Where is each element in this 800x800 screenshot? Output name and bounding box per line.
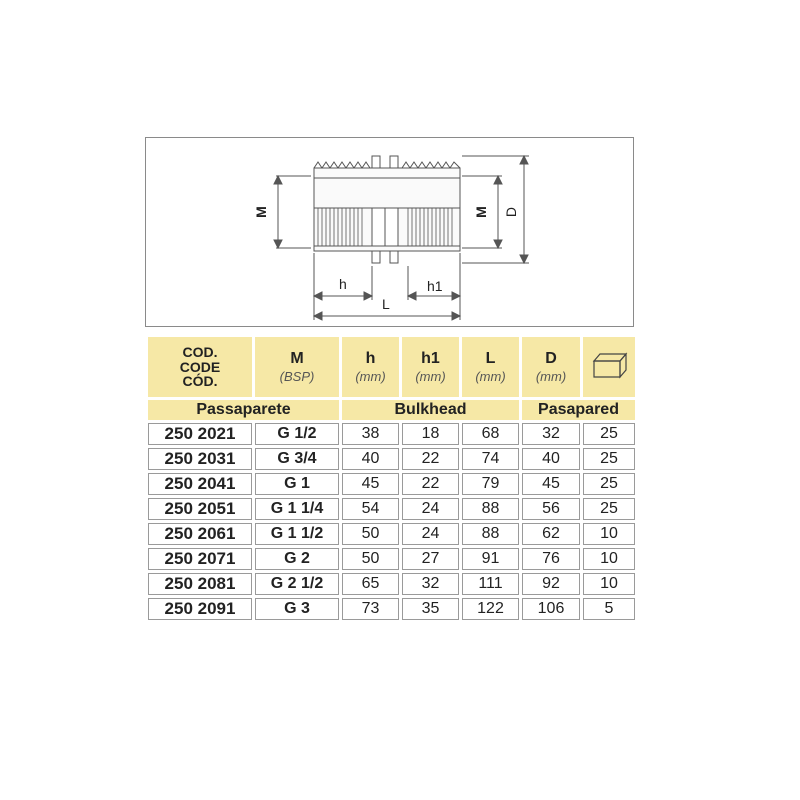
table-row [148, 473, 635, 495]
code-header-line: CÓD. [182, 373, 218, 390]
cell-m: G 1/2 [255, 423, 339, 445]
cell-h: 50 [342, 523, 399, 545]
cell-l: 74 [462, 448, 519, 470]
cell-code: 250 2041 [148, 473, 252, 495]
lang-italian: Passaparete [148, 400, 339, 420]
cell-m: G 1 1/2 [255, 523, 339, 545]
cell-qty: 25 [583, 423, 635, 445]
cell-code: 250 2071 [148, 548, 252, 570]
cell-h1: 18 [402, 423, 459, 445]
cell-code: 250 2031 [148, 448, 252, 470]
cell-code: 250 2091 [148, 598, 252, 620]
l-header-unit: (mm) [475, 368, 506, 384]
cell-l: 91 [462, 548, 519, 570]
cell-l: 122 [462, 598, 519, 620]
cell-d: 45 [522, 473, 580, 495]
cell-m: G 2 1/2 [255, 573, 339, 595]
cell-h: 65 [342, 573, 399, 595]
table-row [148, 423, 635, 445]
technical-drawing [145, 137, 634, 327]
m-right-label: M [473, 206, 489, 218]
table-row [148, 498, 635, 520]
box-icon [590, 350, 628, 380]
cell-qty: 10 [583, 548, 635, 570]
table-row [148, 548, 635, 570]
cell-h1: 22 [402, 448, 459, 470]
cell-l: 88 [462, 523, 519, 545]
cell-h: 38 [342, 423, 399, 445]
cell-m: G 1 [255, 473, 339, 495]
m-left-label: M [253, 206, 269, 218]
d-label: D [503, 206, 519, 218]
cell-h1: 24 [402, 523, 459, 545]
cell-d: 32 [522, 423, 580, 445]
d-header [522, 337, 580, 397]
table-row [148, 573, 635, 595]
table-row [148, 523, 635, 545]
h-header [342, 337, 399, 397]
cell-d: 56 [522, 498, 580, 520]
cell-m: G 1 1/4 [255, 498, 339, 520]
cell-code: 250 2061 [148, 523, 252, 545]
cell-m: G 3/4 [255, 448, 339, 470]
h-header-label: h [365, 349, 376, 367]
fitting-top-profile [314, 156, 460, 168]
spec-table [145, 334, 638, 623]
m-header-unit: (BSP) [279, 368, 315, 384]
cell-h1: 32 [402, 573, 459, 595]
table-row [148, 448, 635, 470]
cell-l: 79 [462, 473, 519, 495]
cell-qty: 5 [583, 598, 635, 620]
cell-h: 45 [342, 473, 399, 495]
code-header [148, 337, 252, 397]
cell-qty: 10 [583, 573, 635, 595]
cell-d: 106 [522, 598, 580, 620]
cell-m: G 3 [255, 598, 339, 620]
cell-h: 73 [342, 598, 399, 620]
language-row [148, 400, 635, 420]
cell-h: 40 [342, 448, 399, 470]
cell-h: 54 [342, 498, 399, 520]
cell-qty: 25 [583, 498, 635, 520]
h1-header [402, 337, 459, 397]
cell-l: 88 [462, 498, 519, 520]
bulkhead-fitting-diagram [146, 138, 635, 328]
cell-l: 68 [462, 423, 519, 445]
lang-spanish: Pasapared [522, 400, 635, 420]
l-label: L [382, 296, 390, 312]
code-header-line: CODE [179, 358, 221, 375]
h-header-unit: (mm) [355, 368, 386, 384]
cell-m: G 2 [255, 548, 339, 570]
h-label: h [339, 276, 347, 292]
cell-h1: 24 [402, 498, 459, 520]
cell-l: 111 [462, 573, 519, 595]
cell-qty: 25 [583, 473, 635, 495]
cell-d: 40 [522, 448, 580, 470]
cell-d: 62 [522, 523, 580, 545]
cell-code: 250 2081 [148, 573, 252, 595]
cell-h1: 35 [402, 598, 459, 620]
cell-qty: 10 [583, 523, 635, 545]
d-header-label: D [545, 349, 557, 367]
m-header [255, 337, 339, 397]
h1-header-label: h1 [421, 349, 440, 367]
cell-h1: 22 [402, 473, 459, 495]
h1-label: h1 [427, 278, 443, 294]
code-header-line: COD. [182, 343, 218, 360]
d-header-unit: (mm) [535, 368, 567, 384]
h1-header-unit: (mm) [415, 368, 446, 384]
cell-d: 92 [522, 573, 580, 595]
l-header [462, 337, 519, 397]
l-header-label: L [485, 349, 496, 367]
cell-h1: 27 [402, 548, 459, 570]
m-header-label: M [290, 349, 304, 367]
table-row [148, 598, 635, 620]
header-row [148, 337, 635, 397]
package-header [583, 337, 635, 397]
fitting-bottom-profile [314, 251, 460, 263]
cell-h: 50 [342, 548, 399, 570]
cell-d: 76 [522, 548, 580, 570]
lang-english: Bulkhead [342, 400, 519, 420]
cell-code: 250 2051 [148, 498, 252, 520]
cell-qty: 25 [583, 448, 635, 470]
cell-code: 250 2021 [148, 423, 252, 445]
